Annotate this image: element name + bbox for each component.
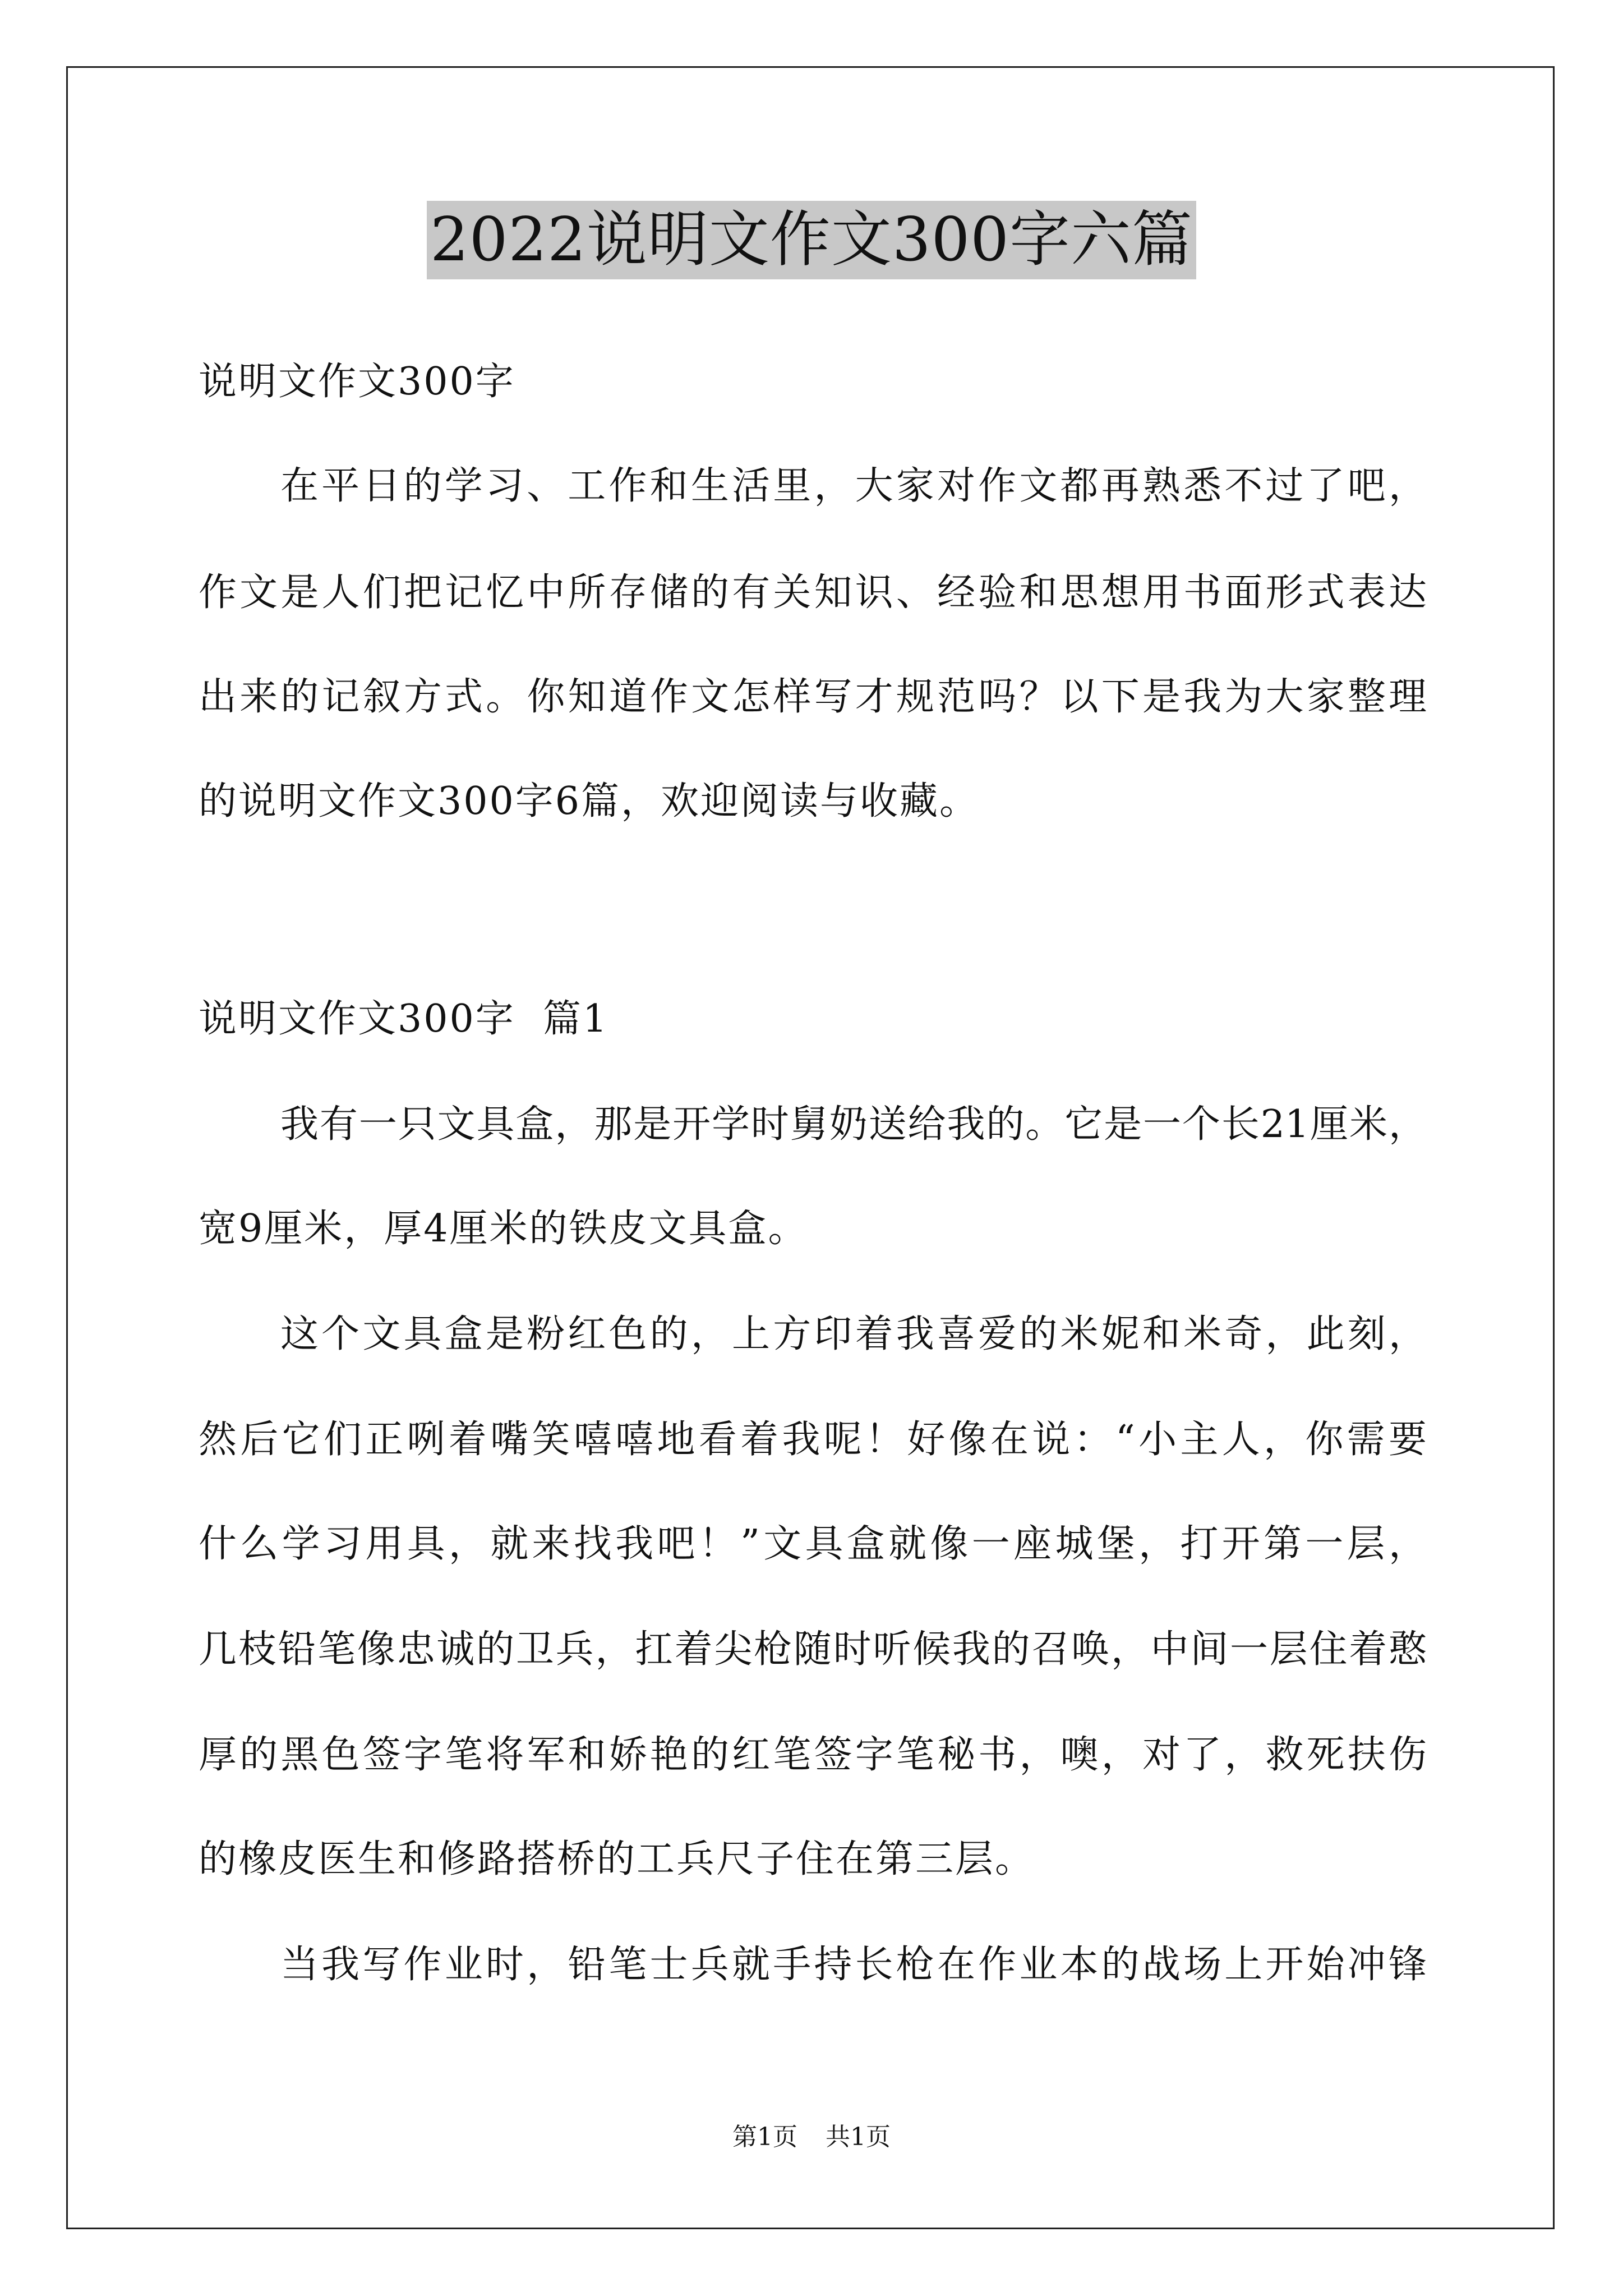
page-number: 第1页: [732, 2123, 797, 2151]
document-title: 2022说明文作文300字六篇: [427, 201, 1196, 279]
intro-line: 的说明文作文300字6篇，欢迎阅读与收藏。: [199, 779, 980, 823]
paragraph-line: 然后它们正咧着嘴笑嘻嘻地看着我呢！好像在说：“小主人，你需要: [199, 1418, 1427, 1462]
page-total: 共1页: [826, 2123, 891, 2151]
intro-heading: 说明文作文300字: [199, 360, 515, 404]
paragraph-line: 当我写作业时，铅笔士兵就手持长枪在作业本的战场上开始冲锋: [280, 1943, 1427, 1987]
paragraph-line: 这个文具盒是粉红色的，上方印着我喜爱的米妮和米奇，此刻，: [280, 1312, 1427, 1356]
page-footer: [0, 2120, 1623, 2154]
intro-line: 作文是人们把记忆中所存储的有关知识、经验和思想用书面形式表达: [199, 570, 1427, 615]
section-heading: 说明文作文300字 篇1: [199, 997, 609, 1041]
paragraph-line: 我有一只文具盒，那是开学时舅奶送给我的。它是一个长21厘米，: [280, 1102, 1427, 1147]
paragraph-line: 厚的黑色签字笔将军和娇艳的红笔签字笔秘书，噢，对了，救死扶伤: [199, 1733, 1427, 1777]
title-container: [0, 201, 1623, 279]
paragraph-line: 什么学习用具，就来找我吧！”文具盒就像一座城堡，打开第一层，: [199, 1522, 1427, 1566]
paragraph-line: 几枝铅笔像忠诚的卫兵，扛着尖枪随时听候我的召唤，中间一层住着憨: [199, 1627, 1427, 1672]
intro-line: 在平日的学习、工作和生活里，大家对作文都再熟悉不过了吧，: [280, 464, 1427, 508]
intro-line: 出来的记叙方式。你知道作文怎样写才规范吗？以下是我为大家整理: [199, 675, 1427, 719]
paragraph-line: 的橡皮医生和修路搭桥的工兵尺子住在第三层。: [199, 1837, 1035, 1881]
paragraph-line: 宽9厘米，厚4厘米的铁皮文具盒。: [199, 1207, 808, 1251]
